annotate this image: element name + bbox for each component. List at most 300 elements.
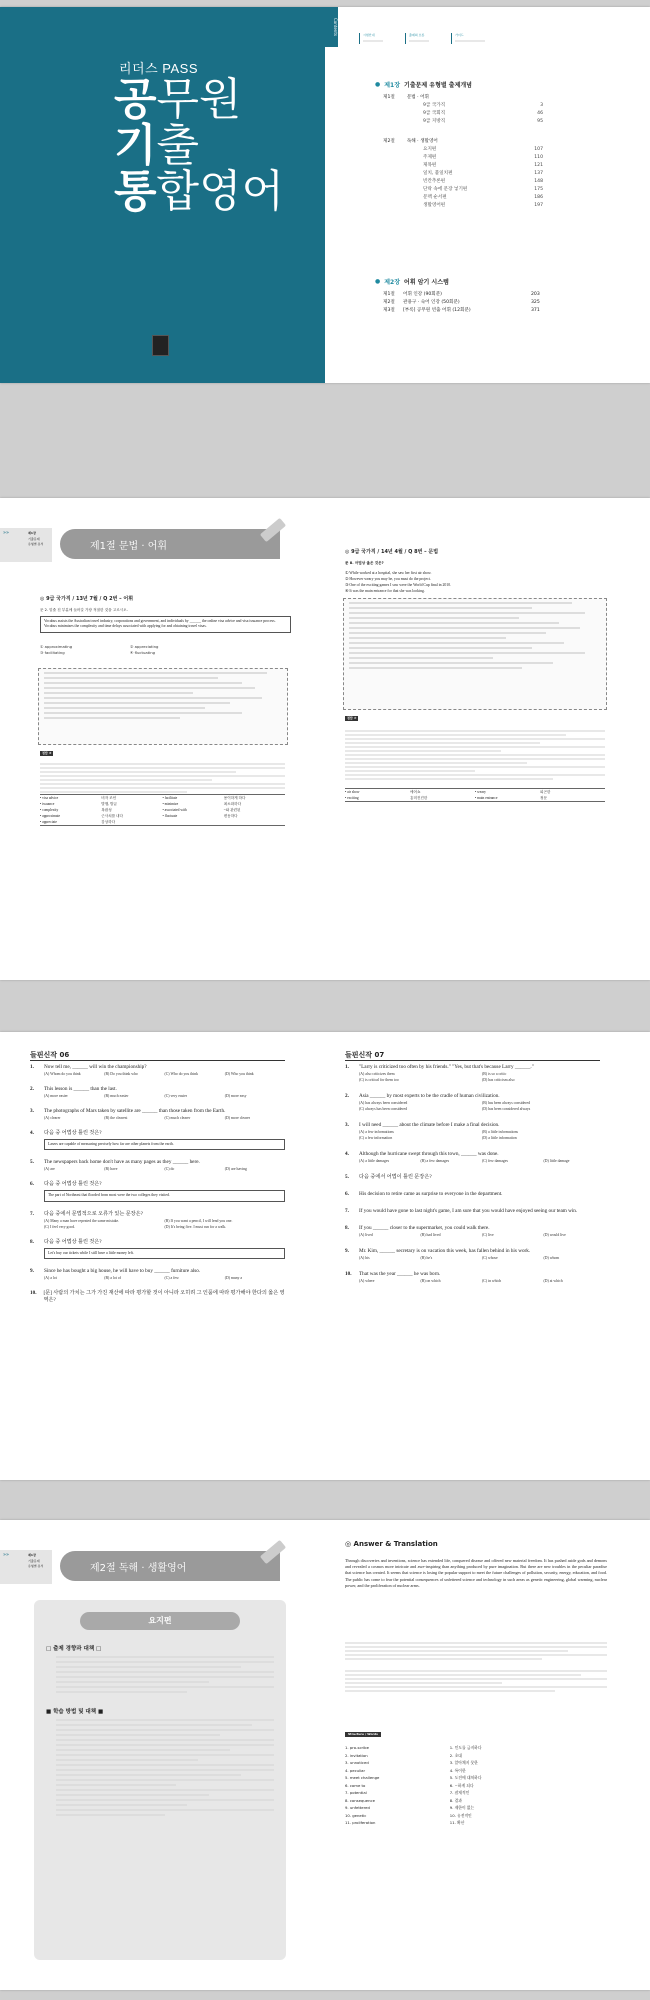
chapter-tab-num: 제1장 bbox=[28, 1553, 36, 1557]
practice-question bbox=[345, 1225, 605, 1238]
practice-question bbox=[345, 1208, 605, 1215]
word-row bbox=[345, 1789, 607, 1797]
toc-section-1-2 bbox=[383, 138, 630, 210]
toc-item-page: 175 bbox=[534, 187, 543, 192]
answer-option[interactable]: (C) whose bbox=[482, 1256, 498, 1260]
answer-option[interactable]: (C) much clearer bbox=[164, 1116, 191, 1120]
guide-box-title-text: 요지편 bbox=[148, 1616, 172, 1625]
toc-item-page: 121 bbox=[534, 163, 543, 168]
toc-item-label: 9급 국가직 bbox=[423, 103, 446, 108]
option-4[interactable]: ④ It was the main entrance for that she was looking. bbox=[345, 589, 425, 593]
toc-item-label: 요지편 bbox=[423, 147, 437, 152]
vocab-word: • visa advice bbox=[40, 796, 59, 800]
toc-item[interactable] bbox=[423, 178, 543, 186]
answer-option[interactable]: (C) always has been considered bbox=[359, 1107, 408, 1111]
toc-item-label: 9급 국회직 bbox=[423, 111, 446, 116]
practice-question bbox=[30, 1268, 285, 1281]
section-banner bbox=[60, 1551, 280, 1581]
question-text: 다음 중에서 문법적으로 오류가 있는 문장은? bbox=[44, 1210, 143, 1217]
question-number: 10. bbox=[30, 1290, 37, 1297]
practice-right-page bbox=[325, 1032, 650, 1480]
vocab-word: • main entrance bbox=[475, 796, 498, 800]
answer-options bbox=[359, 1158, 605, 1164]
translation-lines bbox=[345, 1640, 607, 1694]
vocab-word: • approximate bbox=[40, 814, 61, 818]
answer-options bbox=[359, 1255, 605, 1261]
toc-item[interactable] bbox=[423, 154, 543, 162]
right-options bbox=[345, 570, 605, 594]
question-text: Now tell me, ______ will win the championship? bbox=[44, 1064, 147, 1070]
vocab-word: • appreciate bbox=[40, 820, 57, 824]
answer-option[interactable]: (C) live bbox=[482, 1233, 494, 1237]
option-2[interactable]: ② However weary you may be, you must do the project. bbox=[345, 577, 431, 581]
answer-label: 정답 ③ bbox=[42, 751, 52, 755]
word-row bbox=[345, 1767, 607, 1775]
question-number: 6. bbox=[345, 1191, 349, 1197]
reading-right-page bbox=[325, 1520, 650, 1990]
grammar-left-page bbox=[0, 498, 325, 980]
answer-option[interactable]: (C) Who do you think bbox=[164, 1072, 198, 1076]
word-row bbox=[345, 1782, 607, 1790]
handwritten-note bbox=[343, 598, 607, 710]
option-3[interactable]: ③ facilitating bbox=[40, 650, 65, 655]
answer-option[interactable]: (D) Who you think bbox=[224, 1072, 254, 1076]
answer-option[interactable]: (B) a lot of bbox=[104, 1276, 122, 1281]
toc-item-label: 빈칸추론편 bbox=[423, 179, 446, 184]
answer-option[interactable]: (A) a little damages bbox=[359, 1159, 390, 1163]
toc-section-num: 제3절 bbox=[383, 308, 395, 313]
practice-header-label: 들핀신작 07 bbox=[345, 1051, 385, 1059]
spread-practice bbox=[0, 1032, 650, 1480]
practice-question bbox=[30, 1086, 285, 1099]
answer-option[interactable]: (D) It's being five. I must run for a walk. bbox=[164, 1224, 227, 1229]
toc-item[interactable] bbox=[423, 162, 543, 170]
chapter-tab-line-2: 유형별 분석 bbox=[28, 1564, 44, 1568]
answer-option[interactable]: (B) a few damages bbox=[420, 1159, 450, 1163]
question-number: 1. bbox=[30, 1064, 34, 1070]
vocab-meaning: 발행, 발급 bbox=[101, 802, 117, 806]
question-text: "Larry is criticized too often by his friends." "Yes, but that's because Larry ______." bbox=[359, 1064, 534, 1070]
toc-section-title: 어휘 인강 (90회분) bbox=[403, 292, 442, 297]
spread-grammar bbox=[0, 498, 650, 980]
practice-right-header bbox=[345, 1050, 600, 1061]
word-english: 8. consequence bbox=[345, 1797, 375, 1803]
toc-section-num: 제1절 bbox=[383, 292, 395, 297]
toc-item-label: 9급 지방직 bbox=[423, 119, 446, 124]
practice-question bbox=[30, 1108, 285, 1121]
toc-item-label: 생활영어편 bbox=[423, 203, 446, 208]
practice-question bbox=[30, 1290, 285, 1304]
question-text: I will need ______ about the climate before I make a final decision. bbox=[359, 1122, 500, 1128]
reading-left-page bbox=[0, 1520, 325, 1990]
vocab-word: • facilitate bbox=[162, 796, 178, 800]
toc-item-label: 일치, 불일치편 bbox=[423, 171, 453, 176]
question-source bbox=[40, 595, 133, 602]
toc-item[interactable] bbox=[383, 299, 630, 307]
option-1[interactable]: ① approximating bbox=[40, 644, 73, 649]
spread-reading bbox=[0, 1520, 650, 1990]
guide-subhead-1: □ 출제 경향과 대책 □ bbox=[46, 1646, 102, 1652]
chapter-tab-line-1: 기출문제 bbox=[28, 537, 40, 541]
answer-option[interactable]: (B) he's bbox=[420, 1256, 433, 1260]
guide-box bbox=[34, 1600, 286, 1960]
toc-section-1-1 bbox=[383, 94, 630, 126]
option-1[interactable]: ① While worked at a hospital, she saw her first air show. bbox=[345, 571, 432, 575]
question-number: 3. bbox=[345, 1122, 349, 1128]
question-number: 3. bbox=[30, 1108, 34, 1114]
question-prompt: 문 2. 밑줄 친 부분에 들어갈 가장 적절한 것을 고르시오. bbox=[40, 608, 128, 612]
toc-header-row bbox=[359, 33, 485, 44]
answer-option[interactable]: (A) more easier bbox=[44, 1094, 68, 1098]
question-text: 다음 중 어법상 틀린 것은? bbox=[44, 1181, 102, 1188]
word-korean: 8. 결과 bbox=[449, 1797, 462, 1803]
answer-option[interactable]: (A) a lot bbox=[44, 1276, 57, 1281]
word-english: 10. genetic bbox=[345, 1812, 367, 1818]
toc-item[interactable] bbox=[383, 291, 630, 299]
reading-passage: Through discoveries and inventions, science has extended life, conquered disease and offered new material freedom. It has pushed aside gods and demons and revealed a cosmos more intricate and awe-inspiring than anything produced by pure imagination. But there are new troubles in the peculiar paradise that science has created. It seems that science is losing the popular support to meet the future challenges of pollution, security, energy, education, and food. The public has come to fear the potential consequences of unfettered science and technology in such areas as genetic engineering, global warming, nuclear power, and the proliferation of nuclear arms. bbox=[345, 1558, 607, 1588]
word-english: 2. invitation bbox=[345, 1752, 368, 1758]
answer-option[interactable]: (C) a few information bbox=[359, 1136, 393, 1140]
cover-page bbox=[0, 7, 325, 383]
question-text: Mr. Kim, ______ secretary is on vacation this week, has fallen behind in his work. bbox=[359, 1248, 531, 1254]
answer-option[interactable]: (C) I feel very good. bbox=[44, 1224, 76, 1229]
question-passage: Vocabus assists the Australian travel industry, corporations and government, and individuals by ______ the online visa advice and visa issuance process. Vocabus minimizes the complexity and time delays associated with applying for and obtaining travel visas. bbox=[40, 616, 291, 633]
practice-question bbox=[345, 1151, 605, 1164]
word-korean: 6. ~하게 되다 bbox=[449, 1782, 474, 1788]
answer-option[interactable]: (A) where bbox=[359, 1279, 375, 1283]
vocab-meaning: 최소화하다 bbox=[223, 802, 242, 806]
answer-options bbox=[44, 1218, 285, 1230]
question-number: 8. bbox=[30, 1238, 34, 1245]
vocab-row bbox=[345, 795, 605, 801]
question-text: Although the hurricane swept through this town, ______ was done. bbox=[359, 1151, 499, 1157]
pencil-icon bbox=[260, 518, 286, 542]
practice-question bbox=[30, 1181, 285, 1201]
answer-option[interactable]: (A) his bbox=[359, 1256, 370, 1260]
practice-question bbox=[30, 1239, 285, 1259]
word-english: 4. peculiar bbox=[345, 1767, 366, 1773]
section-banner bbox=[60, 529, 280, 559]
toc-item[interactable] bbox=[423, 186, 543, 194]
vocab-word: • weary bbox=[475, 790, 486, 794]
toc-section-title: 독해 · 생활영어 bbox=[406, 139, 438, 144]
answer-option[interactable]: (A) a few informations bbox=[359, 1130, 394, 1134]
question-text: The newspapers back home don't have as many pages as they ______ here. bbox=[44, 1159, 200, 1166]
right-vocab-table bbox=[345, 788, 605, 802]
toc-item[interactable] bbox=[423, 202, 543, 210]
question-number: 2. bbox=[345, 1093, 349, 1099]
toc-part-2-title: 어휘 암기 시스템 bbox=[404, 279, 449, 286]
answer-option[interactable]: (B) had lived bbox=[420, 1233, 441, 1237]
answer-option[interactable]: (D) at which bbox=[543, 1279, 563, 1283]
vocab-table bbox=[40, 794, 285, 826]
option-3[interactable]: ③ One of the exciting games I saw were the World Cup final in 2010. bbox=[345, 583, 452, 587]
toc-item-label: 주제편 bbox=[423, 155, 437, 160]
vocab-word: • complexity bbox=[40, 808, 59, 812]
toc-item[interactable] bbox=[423, 146, 543, 154]
cover-title-char-3: 통 bbox=[114, 166, 157, 217]
word-row bbox=[345, 1819, 607, 1827]
question-number: 4. bbox=[30, 1130, 34, 1136]
answer-option[interactable]: (D) more easy bbox=[224, 1094, 247, 1098]
question-text: That was the year ______ he was born. bbox=[359, 1271, 441, 1277]
toc-item-page: 110 bbox=[534, 155, 543, 160]
answer-option[interactable]: (B) the clearest bbox=[104, 1116, 128, 1120]
practice-question bbox=[345, 1271, 605, 1284]
structure-words bbox=[345, 1720, 607, 1827]
word-row bbox=[345, 1804, 607, 1812]
cover-title-char-2: 기 bbox=[114, 120, 157, 171]
practice-question bbox=[30, 1130, 285, 1150]
publisher-logo bbox=[152, 335, 169, 356]
answer-option[interactable]: (B) a little informations bbox=[482, 1130, 518, 1134]
structure-label: Structure / Words bbox=[345, 1732, 381, 1737]
practice-question bbox=[30, 1159, 285, 1172]
toc-header-2: 출제의 흐름 bbox=[409, 33, 425, 37]
practice-left-page bbox=[0, 1032, 325, 1480]
toc-item-page: 95 bbox=[537, 119, 543, 124]
answer-option[interactable]: (A) Whom do you think bbox=[44, 1072, 81, 1076]
chapter-tab-line-2: 유형별 분석 bbox=[28, 542, 44, 546]
question-text: If you would have gone to last night's game, I am sure that you would have enjoyed seeing our team win. bbox=[359, 1208, 578, 1214]
grammar-right-page bbox=[325, 498, 650, 980]
toc-item[interactable] bbox=[423, 194, 543, 202]
cover-title-rest-2: 출 bbox=[156, 120, 200, 171]
vocab-meaning: 에어쇼 bbox=[410, 790, 421, 794]
answer-option[interactable]: (B) has been always considered bbox=[482, 1101, 531, 1105]
question-text: 다음 중 어법상 틀린 것은? bbox=[44, 1238, 102, 1245]
word-row bbox=[345, 1812, 607, 1820]
answer-options bbox=[359, 1232, 605, 1238]
answer-options bbox=[359, 1129, 605, 1141]
answer-option[interactable]: (D) many a bbox=[224, 1276, 243, 1281]
vocab-word: • exciting bbox=[345, 796, 359, 800]
word-row bbox=[345, 1759, 607, 1767]
question-options bbox=[40, 644, 220, 656]
practice-right-items bbox=[345, 1064, 605, 1294]
right-explanation-lines bbox=[345, 728, 605, 782]
word-korean: 3. 알아채지 못한 bbox=[449, 1760, 478, 1765]
answer-option[interactable]: (C) in which bbox=[482, 1279, 502, 1283]
word-english: 5. meet challenge bbox=[345, 1775, 380, 1780]
question-sentence-box: Let's buy our tickets while I still have a little money left. bbox=[44, 1248, 285, 1259]
right-question-prompt: 문 8. 어법상 옳은 것은? bbox=[345, 561, 384, 565]
practice-question bbox=[30, 1064, 285, 1077]
answer-option[interactable]: (D) are having bbox=[224, 1167, 247, 1172]
answer-option[interactable]: (C) few damages bbox=[482, 1159, 508, 1163]
toc-item[interactable] bbox=[423, 118, 543, 126]
question-text: 다음 중 어법상 틀린 것은? bbox=[44, 1130, 102, 1136]
answer-option[interactable]: (B) Do you think who bbox=[104, 1072, 138, 1076]
practice-question bbox=[345, 1093, 605, 1112]
question-number: 7. bbox=[345, 1208, 349, 1214]
pencil-icon bbox=[260, 1540, 286, 1564]
target-icon: ◎ bbox=[40, 596, 45, 602]
answer-translation-title: Answer & Translation bbox=[353, 1540, 438, 1548]
toc-item-label: 단락 속에 문장 넣기편 bbox=[423, 187, 468, 192]
toc-item[interactable] bbox=[423, 110, 543, 118]
word-english: 6. come to bbox=[345, 1782, 366, 1788]
toc-item-page: 371 bbox=[531, 308, 540, 313]
answer-options bbox=[44, 1115, 285, 1121]
chapter-tab: »» 제1장 기출문제 유형별 분석 bbox=[0, 1550, 52, 1584]
vocab-word: • issuance bbox=[40, 802, 55, 806]
toc-section-title: 문법 · 어휘 bbox=[406, 95, 429, 100]
answer-option[interactable]: (B) on which bbox=[420, 1279, 441, 1283]
answer-option[interactable]: (A) are bbox=[44, 1167, 55, 1172]
right-answer-label: 정답 ② bbox=[347, 716, 357, 720]
practice-left-header bbox=[30, 1050, 285, 1061]
vocab-meaning: 복잡성 bbox=[101, 808, 112, 812]
answer-option[interactable]: (D) whom bbox=[543, 1256, 560, 1260]
toc-item-page: 3 bbox=[540, 103, 543, 108]
word-english: 1. pro-scribe bbox=[345, 1745, 369, 1750]
explanation-lines bbox=[40, 761, 285, 795]
answer-option[interactable]: (D) has been considered always bbox=[482, 1107, 531, 1111]
question-number: 4. bbox=[345, 1151, 349, 1157]
answer-option[interactable]: (A) has always been considered bbox=[359, 1101, 408, 1105]
guide-box-title bbox=[80, 1612, 240, 1630]
word-english: 7. potential bbox=[345, 1790, 367, 1795]
answer-option[interactable]: (C) do bbox=[164, 1167, 175, 1172]
practice-question bbox=[345, 1174, 605, 1181]
answer-options bbox=[44, 1071, 285, 1077]
cover-series-label: 리더스 PASS bbox=[119, 61, 199, 76]
answer-option[interactable]: (A) clearer bbox=[44, 1116, 61, 1120]
question-number: 9. bbox=[30, 1268, 34, 1275]
answer-option[interactable]: (D) a little information bbox=[482, 1136, 517, 1140]
word-korean: 11. 확산 bbox=[449, 1820, 465, 1825]
question-text: [문] 사람의 가치는 그가 가진 재산에 따라 평가할 것이 아니라 오히려 그 인품에 따라 평가해야 한다의 옳은 영역은? bbox=[43, 1290, 285, 1304]
cover-title-rest-3: 합영어 bbox=[156, 166, 285, 217]
section-title: 제1절 문법 · 어휘 bbox=[90, 541, 168, 552]
answer-option[interactable]: (A) also criticizes them bbox=[359, 1072, 395, 1076]
cover-title-rest-1: 무원 bbox=[156, 74, 242, 125]
toc-item-page: 203 bbox=[531, 292, 540, 297]
toc-section-title: 관용구 · 숙어 인강 (50회분) bbox=[403, 300, 460, 305]
toc-part-1: ● 제1장 기출문제 유형별 출제개념 제1절 문법 · 어휘 9급 국가직 3 9급 국회직 46 9급 지방직 95 제2절 독해 · 생활영어 요지편 107 주제편 110 제목편 121 일치, 불일치편 137 빈칸추론편 148 단락 속에 문장 넣기편 175 문맥 순서편 186 생활영어편 197 bbox=[375, 80, 630, 210]
section-title: 제2절 독해 · 생활영어 bbox=[90, 1563, 187, 1574]
question-text: Since he has bought a big house, he will have to buy ______ furniture also. bbox=[44, 1268, 201, 1275]
word-korean: 2. 초대 bbox=[449, 1752, 462, 1758]
vocab-meaning: ~와 관련된 bbox=[223, 808, 241, 812]
answer-option[interactable]: (B) much easier bbox=[104, 1094, 129, 1098]
contents-tab bbox=[325, 7, 338, 47]
right-question-source bbox=[345, 548, 438, 555]
practice-question bbox=[30, 1211, 285, 1230]
toc-section-num: 제1절 bbox=[383, 95, 395, 100]
vocab-row bbox=[40, 819, 285, 825]
toc-item-page: 46 bbox=[537, 111, 543, 116]
answer-options bbox=[359, 1071, 605, 1083]
toc-item[interactable] bbox=[423, 170, 543, 178]
contents-tab-label: Contents bbox=[333, 18, 338, 36]
practice-question bbox=[345, 1122, 605, 1141]
option-4[interactable]: ④ fluctuating bbox=[130, 650, 156, 655]
answer-option[interactable]: (B) is so a critic bbox=[482, 1072, 507, 1076]
question-number: 5. bbox=[345, 1174, 349, 1180]
answer-option[interactable]: (C) very easier bbox=[164, 1094, 188, 1098]
handwritten-note bbox=[38, 668, 288, 745]
answer-option[interactable]: (B) have bbox=[104, 1167, 118, 1172]
vocab-word: • fluctuate bbox=[162, 814, 178, 818]
answer-options bbox=[359, 1278, 605, 1284]
question-number: 2. bbox=[30, 1086, 34, 1092]
question-sentence-box: Lasers are capable of measuring precisely how far are other planets from the earth. bbox=[44, 1139, 285, 1150]
toc-section-num: 제2절 bbox=[383, 300, 395, 305]
chapter-tab: »» 제1장 기출문제 유형별 분석 bbox=[0, 528, 52, 562]
vocab-meaning: 감상하다 bbox=[101, 820, 116, 824]
question-number: 5. bbox=[30, 1159, 34, 1166]
question-number: 6. bbox=[30, 1181, 34, 1188]
answer-option[interactable]: (A) Many a man have repeated the same mistake. bbox=[44, 1218, 120, 1223]
toc-item[interactable] bbox=[423, 102, 543, 110]
toc-item-page: 197 bbox=[534, 203, 543, 208]
answer-translation-heading bbox=[345, 1540, 438, 1548]
practice-question bbox=[345, 1064, 605, 1083]
guide-subhead-2: ■ 학습 방법 및 대책 ■ bbox=[46, 1709, 104, 1715]
answer-options bbox=[359, 1100, 605, 1112]
target-icon: ◎ bbox=[345, 1540, 352, 1548]
answer-option[interactable]: (D) little damage bbox=[543, 1159, 570, 1163]
practice-question bbox=[345, 1248, 605, 1261]
word-row bbox=[345, 1774, 607, 1782]
vocab-word: • air show bbox=[345, 790, 360, 794]
word-korean: 9. 제한이 없는 bbox=[449, 1805, 475, 1810]
answer-options bbox=[44, 1093, 285, 1099]
question-number: 7. bbox=[30, 1210, 34, 1217]
toc-item[interactable] bbox=[383, 307, 630, 315]
word-english: 3. unnoticed bbox=[345, 1760, 369, 1765]
cover-title-char-1: 공 bbox=[114, 74, 157, 125]
toc-part-1-num: 제1장 bbox=[384, 82, 401, 89]
word-korean: 10. 유전적인 bbox=[449, 1812, 472, 1818]
question-number: 10. bbox=[345, 1271, 352, 1277]
toc-item-label: 문맥 순서편 bbox=[423, 195, 447, 200]
question-text: This lesson is ______ than the last. bbox=[44, 1086, 117, 1092]
spread-cover-contents bbox=[0, 7, 650, 383]
vocab-meaning: 피곤한 bbox=[540, 790, 551, 794]
question-text: 다음 중에서 어법이 틀린 문장은? bbox=[359, 1174, 432, 1180]
vocab-word: • associated with bbox=[162, 808, 187, 812]
answer-option[interactable]: (C) is critical for them too bbox=[359, 1078, 399, 1082]
question-number: 9. bbox=[345, 1248, 349, 1254]
answer-option[interactable]: (D) more clearer bbox=[224, 1116, 251, 1120]
toc-item-label: 제목편 bbox=[423, 163, 437, 168]
toc-item-page: 107 bbox=[534, 147, 543, 152]
answer-options bbox=[44, 1166, 285, 1172]
question-text: The photographs of Mars taken by satellite are ______ than those taken from the Earth. bbox=[44, 1108, 226, 1114]
answer-option[interactable]: (D) would live bbox=[543, 1233, 566, 1237]
toc-header-1: 시험안내 bbox=[363, 33, 375, 37]
word-korean: 1. 인도를 금지하다 bbox=[449, 1745, 482, 1750]
target-icon: ◎ bbox=[345, 549, 350, 555]
question-number: 1. bbox=[345, 1064, 349, 1070]
option-2[interactable]: ② appreciating bbox=[130, 644, 159, 649]
cover-title bbox=[114, 74, 285, 217]
question-text: His decision to retire came as surprise to everyone in the department. bbox=[359, 1191, 503, 1197]
question-sentence-box: The part of Northeast that flooded from most were the two colleges they visited. bbox=[44, 1190, 285, 1201]
word-korean: 5. 도전에 대처하다 bbox=[449, 1775, 482, 1780]
answer-option[interactable]: (D) has criticism also bbox=[482, 1078, 515, 1082]
answer-option[interactable]: (C) a few bbox=[164, 1276, 179, 1281]
word-list bbox=[345, 1744, 607, 1827]
practice-header-label: 들핀신작 06 bbox=[30, 1051, 70, 1059]
answer-option[interactable]: (A) lived bbox=[359, 1233, 373, 1237]
answer-option[interactable]: (B) If you want a pencil, I will lend you one. bbox=[164, 1218, 233, 1223]
toc-header-3: 가이드 bbox=[455, 33, 464, 37]
toc-part-2-num: 제2장 bbox=[384, 279, 401, 286]
